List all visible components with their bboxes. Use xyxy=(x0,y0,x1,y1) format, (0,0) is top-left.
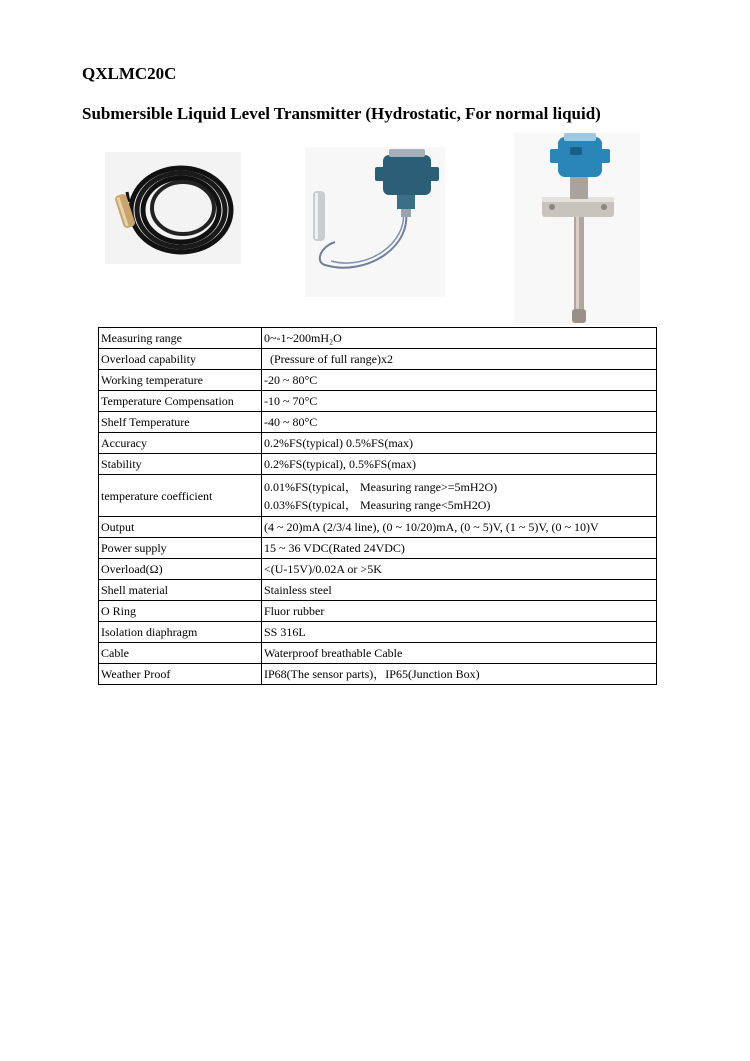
spec-label: Measuring range xyxy=(99,328,262,349)
spec-label: Cable xyxy=(99,643,262,664)
table-row xyxy=(99,475,657,517)
table-row xyxy=(99,664,657,685)
spec-label: Stability xyxy=(99,454,262,475)
spec-value-text: (Pressure of full range)x2 xyxy=(270,352,393,366)
spec-value: Stainless steel xyxy=(262,580,657,601)
spec-value xyxy=(262,475,657,517)
spec-value-line-2: 0.03%FS(typical， Measuring range<5mH2O) xyxy=(264,497,491,512)
spec-value: (4 ~ 20)mA (2/3/4 line), (0 ~ 10/20)mA, (0 ~ 5)V, (1 ~ 5)V, (0 ~ 10)V xyxy=(262,517,657,538)
spec-label: Temperature Compensation xyxy=(99,391,262,412)
table-row xyxy=(99,349,657,370)
product-title: Submersible Liquid Level Transmitter (Hydrostatic, For normal liquid) xyxy=(82,104,601,123)
table-row xyxy=(99,412,657,433)
table-row xyxy=(99,580,657,601)
spec-label: temperature coefficient xyxy=(99,475,262,517)
spec-label: Shelf Temperature xyxy=(99,412,262,433)
spec-value-line-1: 0.01%FS(typical， Measuring range>=5mH2O) xyxy=(264,479,498,494)
spec-label: Shell material xyxy=(99,580,262,601)
table-row xyxy=(99,328,657,349)
spec-value: IP68(The sensor parts)，IP65(Junction Box) xyxy=(262,664,657,685)
table-row xyxy=(99,370,657,391)
table-row xyxy=(99,538,657,559)
flange-rod-photo xyxy=(514,133,640,325)
cable-probe-photo xyxy=(105,152,241,264)
spec-value: -20 ~ 80°C xyxy=(262,370,657,391)
table-row xyxy=(99,454,657,475)
table-row xyxy=(99,391,657,412)
spec-label: Accuracy xyxy=(99,433,262,454)
spec-label: Weather Proof xyxy=(99,664,262,685)
table-row xyxy=(99,601,657,622)
spec-label: Power supply xyxy=(99,538,262,559)
table-row xyxy=(99,433,657,454)
table-row xyxy=(99,622,657,643)
table-row xyxy=(99,643,657,664)
spec-value: 15 ~ 36 VDC(Rated 24VDC) xyxy=(262,538,657,559)
table-row xyxy=(99,559,657,580)
spec-value: <(U-15V)/0.02A or >5K xyxy=(262,559,657,580)
table-row xyxy=(99,517,657,538)
spec-value: -10 ~ 70°C xyxy=(262,391,657,412)
spec-value: 0.2%FS(typical) 0.5%FS(max) xyxy=(262,433,657,454)
spec-value: -40 ~ 80°C xyxy=(262,412,657,433)
spec-value: 0.2%FS(typical), 0.5%FS(max) xyxy=(262,454,657,475)
spec-value: Fluor rubber xyxy=(262,601,657,622)
spec-label: Working temperature xyxy=(99,370,262,391)
transmitter-probe-photo xyxy=(305,147,445,297)
spec-label: Output xyxy=(99,517,262,538)
spec-label: Overload capability xyxy=(99,349,262,370)
spec-label: O Ring xyxy=(99,601,262,622)
spec-label: Overload(Ω) xyxy=(99,559,262,580)
spec-table xyxy=(98,327,657,685)
model-number: QXLMC20C xyxy=(82,64,177,83)
spec-value: Waterproof breathable Cable xyxy=(262,643,657,664)
spec-value xyxy=(262,349,657,370)
spec-value: 0~-1~200mH₂O xyxy=(262,328,657,349)
spec-value: SS 316L xyxy=(262,622,657,643)
spec-label: Isolation diaphragm xyxy=(99,622,262,643)
